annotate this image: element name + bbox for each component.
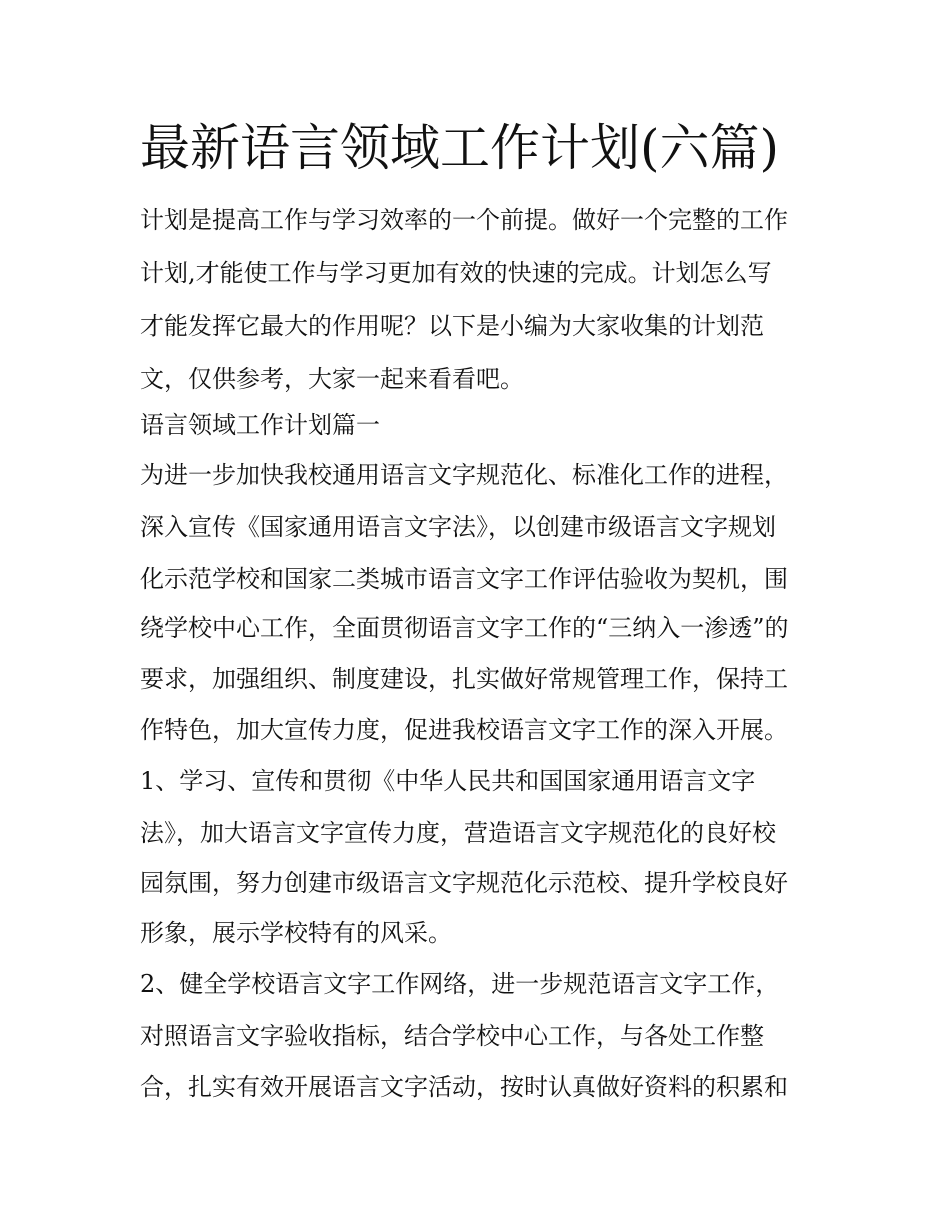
list-item-1-line: 法》，加大语言文字宣传力度，营造语言文字规范化的良好校 <box>140 819 776 847</box>
list-item-2-line: 合，扎实有效开展语言文字活动，按时认真做好资料的积累和 <box>140 1073 788 1101</box>
paragraph-line: 要求，加强组织、制度建设，扎实做好常规管理工作，保持工 <box>140 665 788 693</box>
list-item-1-line: 形象，展示学校特有的风采。 <box>140 919 452 947</box>
intro-line-1: 计划是提高工作与学习效率的一个前提。做好一个完整的工作 <box>140 206 788 234</box>
paragraph-line: 化示范学校和国家二类城市语言文字工作评估验收为契机，围 <box>140 565 788 593</box>
intro-line-2: 计划,才能使工作与学习更加有效的快速的完成。计划怎么写 <box>140 259 772 287</box>
paragraph-line: 深入宣传《国家通用语言文字法》，以创建市级语言文字规划 <box>140 513 776 541</box>
intro-line-4: 文，仅供参考，大家一起来看看吧。 <box>140 365 524 393</box>
section-heading: 语言领域工作计划篇一 <box>140 411 380 439</box>
document-title: 最新语言领域工作计划(六篇) <box>140 119 780 177</box>
list-item-2-line: 对照语言文字验收指标，结合学校中心工作，与各处工作整 <box>140 1022 764 1050</box>
paragraph-line: 作特色，加大宣传力度，促进我校语言文字工作的深入开展。 <box>140 716 788 744</box>
list-item-1-line: 1、学习、宣传和贯彻《中华人民共和国国家通用语言文字 <box>140 767 756 795</box>
list-item-1-line: 园氛围，努力创建市级语言文字规范化示范校、提升学校良好 <box>140 869 788 897</box>
paragraph-line: 为进一步加快我校通用语言文字规范化、标准化工作的进程， <box>140 461 788 489</box>
list-item-2-line: 2、健全学校语言文字工作网络，进一步规范语言文字工作， <box>140 970 780 998</box>
intro-line-3: 才能发挥它最大的作用呢？以下是小编为大家收集的计划范 <box>140 312 764 340</box>
paragraph-line: 绕学校中心工作，全面贯彻语言文字工作的“三纳入一渗透”的 <box>140 614 789 642</box>
